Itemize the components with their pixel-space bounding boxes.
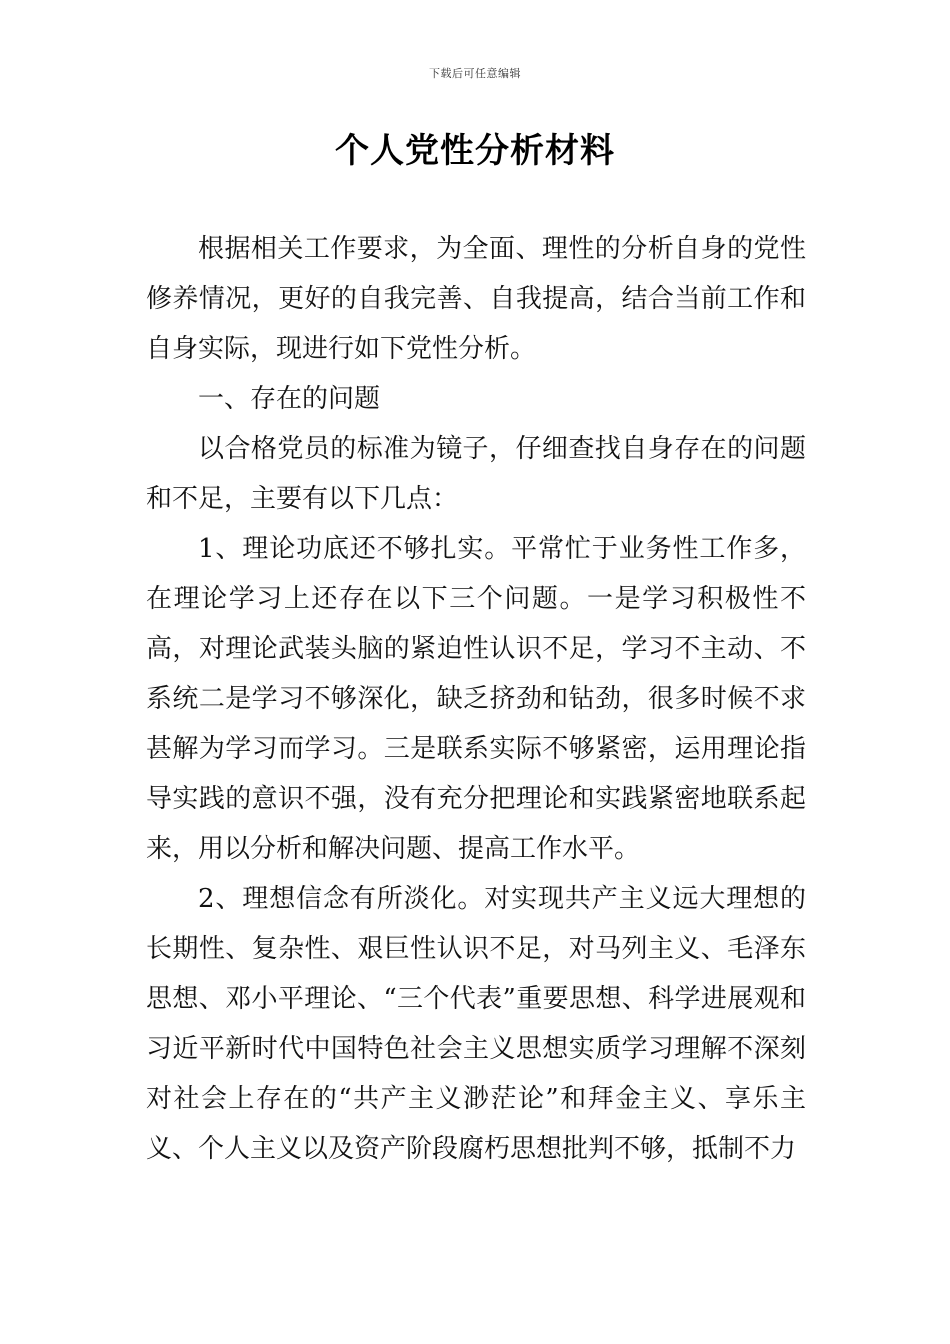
paragraph-point-2: 2、理想信念有所淡化。对实现共产主义远大理想的长期性、复杂性、艰巨性认识不足，对马列主义、毛泽东思想、邓小平理论、“三个代表”重要思想、科学进展观和习近平新时代中国特色社会主义思想实质学习理解不深刻对社会上存在的“共产主义渺茫论”和拜金主义、享乐主义、个人主义以及资产阶段腐朽思想批判不够，抵制不力 <box>146 884 806 1164</box>
paragraph-point-1: 1、理论功底还不够扎实。平常忙于业务性工作多，在理论学习上还存在以下三个问题。一是学习积极性不高，对理论武装头脑的紧迫性认识不足，学习不主动、不系统二是学习不够深化，缺乏挤劲和钻劲，很多时候不求甚解为学习而学习。三是联系实际不够紧密，运用理论指导实践的意识不强，没有充分把理论和实践紧密地联系起来，用以分析和解决问题、提高工作水平。 <box>146 534 806 864</box>
document-body <box>146 224 806 1174</box>
paragraph-intro: 根据相关工作要求，为全面、理性的分析自身的党性修养情况，更好的自我完善、自我提高，结合当前工作和自身实际，现进行如下党性分析。 <box>146 234 806 364</box>
paragraph-problems-intro: 以合格党员的标准为镜子，仔细查找自身存在的问题和不足，主要有以下几点： <box>146 434 806 514</box>
header-note: 下载后可任意编辑 <box>429 67 521 80</box>
document-title: 个人党性分析材料 <box>335 131 615 171</box>
section-heading-problems: 一、存在的问题 <box>198 384 381 414</box>
